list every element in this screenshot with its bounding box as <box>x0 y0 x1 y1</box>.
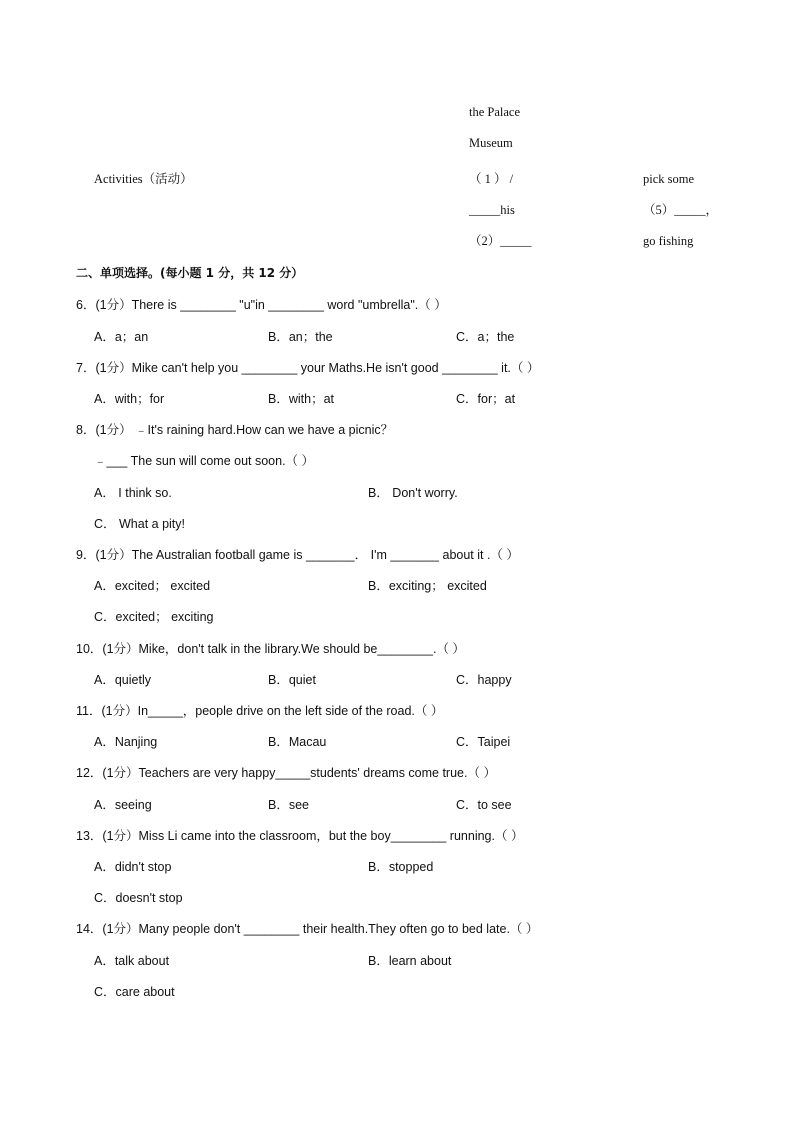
question-10-stem: 10．(1分）Mike，don't talk in the library.We should be________.（ ） <box>76 642 465 656</box>
question-8-option-b[interactable]: B． Don't worry. <box>368 486 458 500</box>
question-13-stem: 13．(1分）Miss Li came into the classroom，but the boy________ running.（ ） <box>76 829 524 843</box>
question-11-stem: 11．(1分）In_____，people drive on the left side of the road.（ ） <box>76 704 444 718</box>
question-6-stem: 6．(1分）There is ________ "u"in ________ word "umbrella".（ ） <box>76 298 447 312</box>
question-11-option-b[interactable]: B．Macau <box>268 735 327 749</box>
question-7-option-c[interactable]: C．for；at <box>456 392 516 406</box>
question-12-option-a[interactable]: A．seeing <box>94 798 152 812</box>
question-6-option-c[interactable]: C．a；the <box>456 330 515 344</box>
table-cell-blank-5: （5）_____， <box>643 203 719 217</box>
question-8-option-c[interactable]: C． What a pity! <box>94 517 185 531</box>
question-9-option-c[interactable]: C．excited； exciting <box>94 610 214 624</box>
question-10-option-c[interactable]: C．happy <box>456 673 512 687</box>
question-7-option-a[interactable]: A．with；for <box>94 392 165 406</box>
question-10-option-b[interactable]: B．quiet <box>268 673 316 687</box>
question-13-option-a[interactable]: A．didn't stop <box>94 860 172 874</box>
question-12-option-b[interactable]: B．see <box>268 798 309 812</box>
table-cell-pick-some: pick some <box>643 172 695 186</box>
table-cell-palace-line1: the Palace <box>469 105 521 119</box>
table-cell-go-fishing: go fishing <box>643 234 694 248</box>
question-8-option-a[interactable]: A． I think so. <box>94 486 172 500</box>
question-9-stem: 9．(1分）The Australian football game is _______． I'm _______ about it .（ ） <box>76 548 519 562</box>
question-13-option-b[interactable]: B．stopped <box>368 860 434 874</box>
question-8-stem-line2: ﹣___ The sun will come out soon.（ ） <box>94 454 315 468</box>
question-8-stem: 8．(1分） ﹣It's raining hard.How can we have a picnic？ <box>76 423 394 437</box>
question-14-stem: 14．(1分）Many people don't ________ their health.They often go to bed late.（ ） <box>76 922 539 936</box>
question-14-option-a[interactable]: A．talk about <box>94 954 170 968</box>
question-12-option-c[interactable]: C．to see <box>456 798 512 812</box>
question-11-option-c[interactable]: C．Taipei <box>456 735 511 749</box>
table-cell-palace-line2: Museum <box>469 136 513 150</box>
question-14-option-c[interactable]: C．care about <box>94 985 175 999</box>
question-6-option-b[interactable]: B．an；the <box>268 330 333 344</box>
question-7-option-b[interactable]: B．with；at <box>268 392 334 406</box>
question-14-option-b[interactable]: B．learn about <box>368 954 452 968</box>
question-12-stem: 12．(1分）Teachers are very happy_____students' dreams come true.（ ） <box>76 766 496 780</box>
question-6-option-a[interactable]: A．a；an <box>94 330 149 344</box>
question-13-option-c[interactable]: C．doesn't stop <box>94 891 183 905</box>
question-11-option-a[interactable]: A．Nanjing <box>94 735 158 749</box>
table-cell-blank-1: （ 1 ） / <box>469 172 514 186</box>
table-cell-blank-2: （2）_____ <box>469 234 532 248</box>
question-10-option-a[interactable]: A．quietly <box>94 673 151 687</box>
question-7-stem: 7．(1分）Mike can't help you ________ your Maths.He isn't good ________ it.（ ） <box>76 361 540 375</box>
question-9-option-a[interactable]: A．excited； excited <box>94 579 211 593</box>
question-9-option-b[interactable]: B．exciting； excited <box>368 579 487 593</box>
table-row-label-activities: Activities（活动） <box>94 172 193 186</box>
section-title: 二、单项选择。(每小题 1 分，共 12 分） <box>76 266 304 280</box>
table-cell-his: _____his <box>469 203 515 217</box>
